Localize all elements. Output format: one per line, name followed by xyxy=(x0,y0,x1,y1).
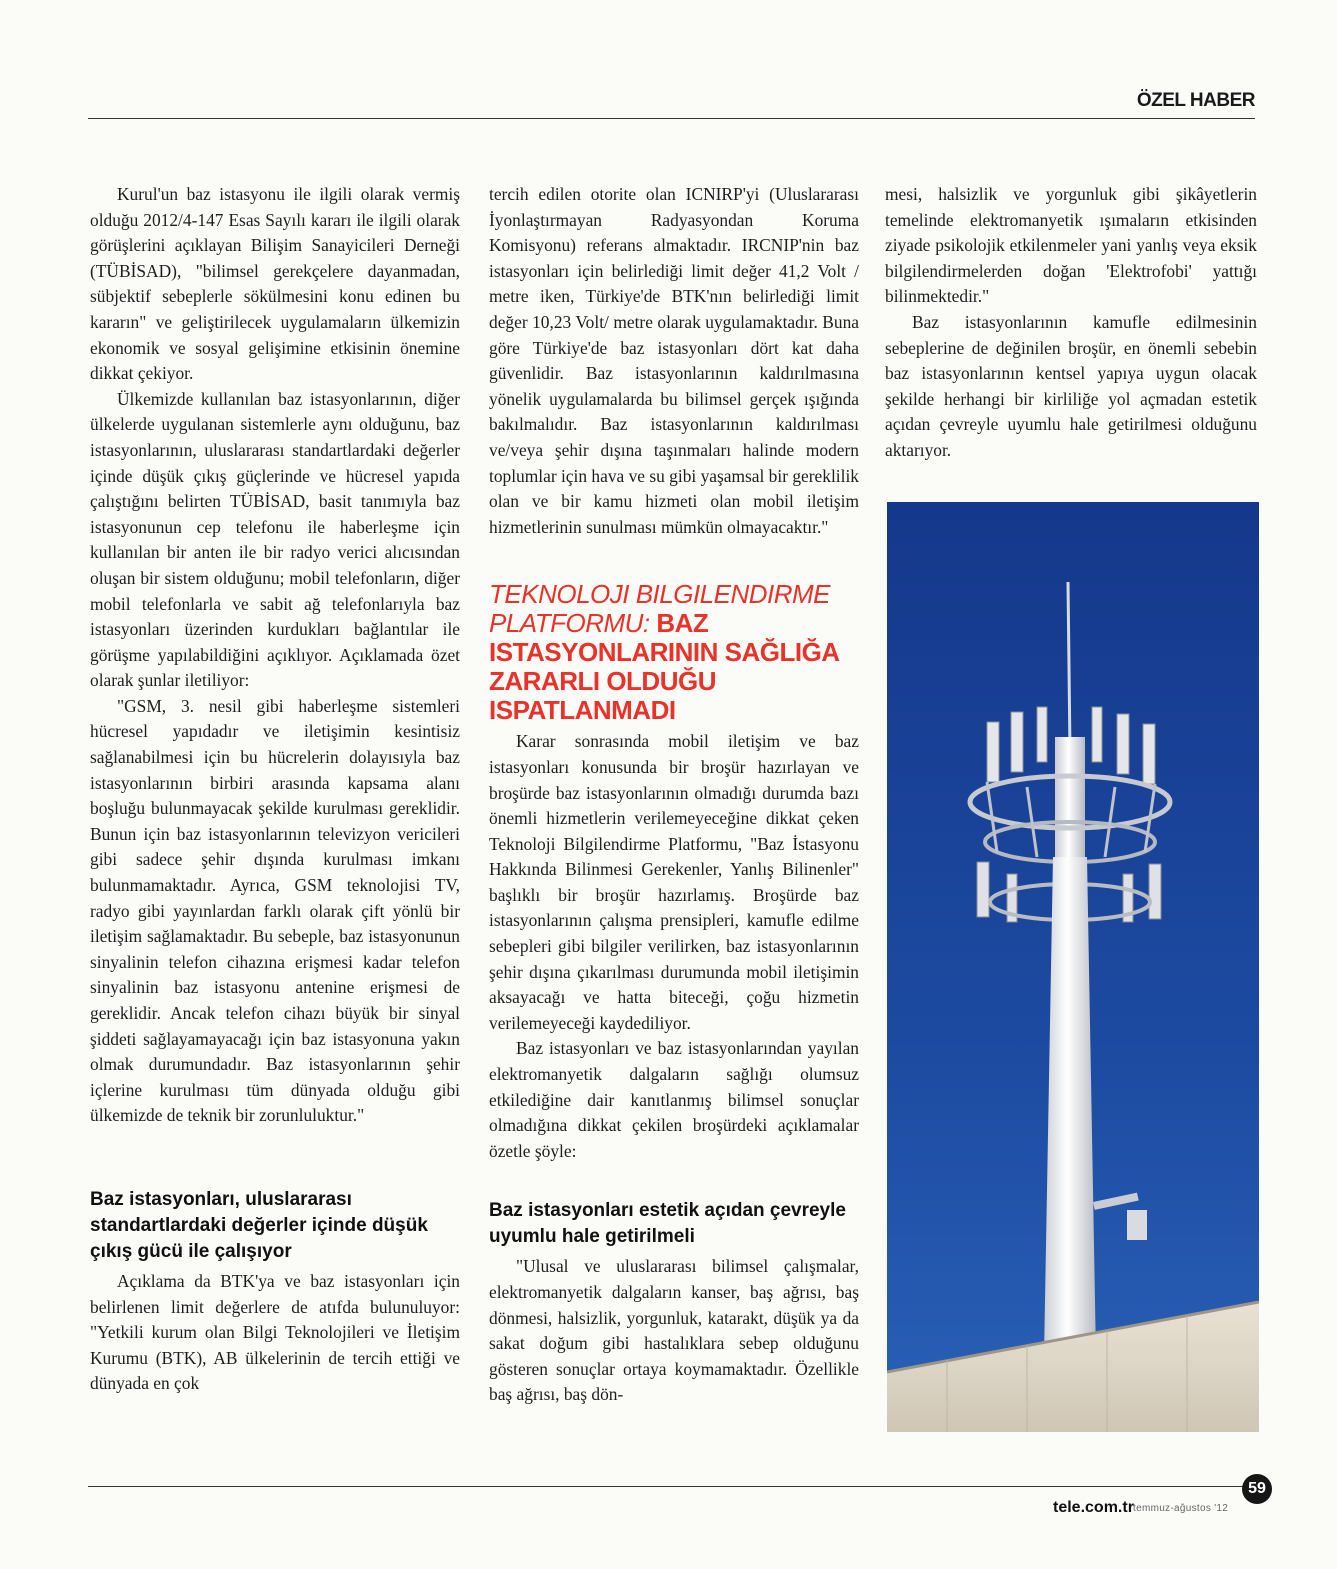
col3-paragraph-1: Baz istasyonlarının kamufle edilmesinin sebeplerine de değinilen broşür, en önemli sebebin baz istasyonlarının kentsel yapıya uygun olacak şekilde herhangi bir kirliliğe yol açmadan estetik açıdan çevreyle uyumlu hale getirilmesi olduğunu aktarıyor. xyxy=(885,311,1257,460)
column-3 xyxy=(885,182,1257,464)
col1-paragraph-4: Açıklama da BTK'ya ve baz istasyonları için belirlenen limit değerlere de atıfda bulunuluyor: "Yetkili kurum olan Bilgi Teknolojileri ve İletişim Kurumu (BTK), AB ülkelerinin de tercih ettiği ve dünyada en çok xyxy=(90,1270,460,1394)
col2-continuation: tercih edilen otorite olan ICNIRP'yi (Uluslararası İyonlaştırmayan Radyasyondan Koruma Komisyonu) referans almaktadır. IRCNIP'nin baz istasyonları için belirlediği limit değer 41,2 Volt / metre iken, Türkiye'de BTK'nın belirlediği limit değer 10,23 Volt/ metre olarak uygulamaktadır. Buna göre Türkiye'de baz istasyonları dört kat daha güvenlidir. Baz istasyonlarının kaldırılmasına yönelik uygulamalarda bu bilimsel gerçek ışığında bakılmalıdır. Baz istasyonlarının kaldırılması ve/veya şehir dışına taşınmaları halinde modern toplumlar için hava ve su gibi yaşamsal bir gereklilik olan ve bir kamu hizmeti olan mobil iletişim hizmetlerinin sunulması mümkün olmayacaktır." xyxy=(489,184,859,537)
col1-paragraph-2: Ülkemizde kullanılan baz istasyonlarının, diğer ülkelerde uygulanan sistemlerle aynı olduğunu, baz istasyonlarının, uluslararası standartlardaki değerler içinde düşük çıkış güçlerinde ve hücresel yapıda çalıştığını belirten TÜBİSAD, basit tanımıyla baz istasyonunun cep telefonu ile haberleşme için kullanılan bir anten ile bir radyo verici alıcısından oluşan bir sistem olduğunu; mobil telefonların, diğer mobil telefonlarla ve sabit ağ telefonlarıyla baz istasyonları üzerinden kurdukları bağlantılar ile görüşme yapılabildiğini açıklıyor. Açıklamada özet olarak şunlar iletiliyor: xyxy=(90,388,460,691)
bottom-rule xyxy=(88,1486,1248,1487)
column-2 xyxy=(489,182,859,1408)
col2-paragraph-2: Baz istasyonları ve baz istasyonlarından yayılan elektromanyetik dalgaların sağlığı olumsuz etkilediğine dair kanıtlanmış bilimsel sonuçlar olmadığına dikkat çekilen broşürdeki açıklamalar özetle şöyle: xyxy=(489,1038,859,1161)
section-label: ÖZEL HABER xyxy=(1136,90,1255,111)
col1-paragraph-3: "GSM, 3. nesil gibi haberleşme sistemleri hücresel yapıdadır ve iletişimin kesintisiz sağlanabilmesi için bu hücrelerin dolayısıyla baz istasyonlarının birbiri arasında kapsama alanı boşluğu bulunmayacak şekilde kurulması gereklidir. Bunun için baz istasyonlarının televizyon vericileri gibi sadece şehir dışında kurulması imkanı bulunmamaktadır. Ayrıca, GSM teknolojisi TV, radyo gibi yayınlardan farklı olarak çift yönlü bir iletişim sağlamaktadır. Bu sebeple, baz istasyonunun sinyalinin telefon cihazına erişmesi kadar telefon sinyalinin baz istasyonu antenine erişmesi de gereklidir. Ancak telefon cihazı büyük bir sinyal şiddeti sağlayamayacağı için baz istasyonuna yakın olmak durumundadır. Baz istasyonlarının şehir içlerine kurulması tüm dünyada olduğu gibi ülkemizde de teknik bir zorunluluktur." xyxy=(90,695,460,1126)
footer-site: tele.com.tr xyxy=(1053,1499,1134,1516)
red-headline xyxy=(489,580,859,725)
base-station-photo xyxy=(887,502,1259,1432)
col2-paragraph-3: "Ulusal ve uluslararası bilimsel çalışmalar, elektromanyetik dalgaların kanser, baş ağrısı, baş dönmesi, halsizlik, yorgunluk, katarakt, düşük ya da sakat doğum gibi hastalıklara sebep olduğunu gösteren sonuçlar ortaya koymamaktadır. Özellikle baş ağrısı, baş dön- xyxy=(489,1256,859,1405)
col2-subhead: Baz istasyonları estetik açıdan çevreyle uyumlu hale getirilmeli xyxy=(489,1200,846,1248)
col1-paragraph-1: Kurul'un baz istasyonu ile ilgili olarak vermiş olduğu 2012/4-147 Esas Sayılı kararı ile ilgili olarak görüşlerini açıklayan Bilişim Sanayicileri Derneği (TÜBİSAD), "bilimsel gerekçelere dayanmadan, sübjektif sebeplerle sökülmesini konu edinen bu kararın" ve geliştirilecek uygulamaların ülkemizin ekonomik ve sosyal gelişimine etkisinin önemine dikkat çekiyor. xyxy=(90,184,460,384)
red-headline-light: TEKNOLOJI BILGILENDIRME PLATFORMU: xyxy=(489,579,831,639)
col3-continuation: mesi, halsizlik ve yorgunluk gibi şikâyetlerin temelinde elektromanyetik ışımaların etkisinden ziyade psikolojik etkilenmeler yani yanlış veya eksik bilgilendirmelerden doğan 'Elektrofobi' yattığı bilinmektedir." xyxy=(885,184,1257,307)
col1-subhead: Baz istasyonları, uluslararası standartlardaki değerler içinde düşük çıkış gücü ile çalışıyor xyxy=(90,1188,428,1262)
page-number: 59 xyxy=(1242,1474,1272,1504)
column-1 xyxy=(90,182,460,1397)
col2-paragraph-1: Karar sonrasında mobil iletişim ve baz istasyonları konusunda bir broşür hazırlayan ve broşürde baz istasyonlarının olmadığı durumda bazı önemli hizmetlerin verilemeyeceğine dikkat çeken Teknoloji Bilgilendirme Platformu, "Baz İstasyonu Hakkında Bilinmesi Gerekenler, Yanlış Bilinenler" başlıklı bir broşür hazırlamış. Broşürde baz istasyonlarının çalışma prensipleri, kamufle edilme sebepleri gibi bilgiler verilirken, baz istasyonlarının şehir dışına çıkarılması durumunda mobil iletişimin aksayacağı ve hatta biteceği, çoğu hizmetin verilemeyeceği kaydediliyor. xyxy=(489,731,859,1033)
footer-issue: temmuz-ağustos '12 xyxy=(1133,1503,1229,1514)
red-headline-bold: BAZ ISTASYONLARININ SAĞLIĞA ZARARLI OLDUĞU ISPATLANMADI xyxy=(489,608,839,726)
top-rule xyxy=(88,118,1255,119)
